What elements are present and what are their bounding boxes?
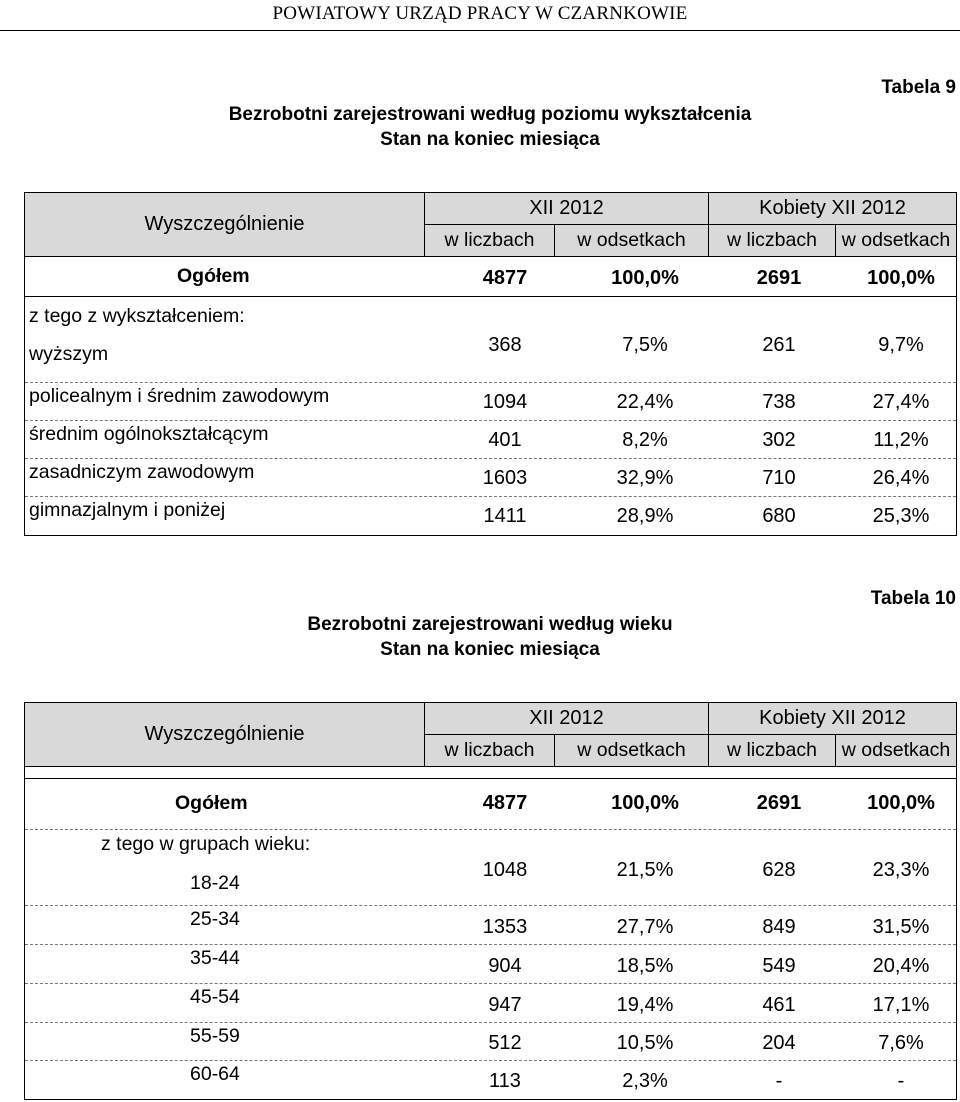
table9-total-row bbox=[25, 257, 956, 297]
table10-cell: 904 bbox=[488, 955, 522, 977]
table10-row-label: 25-34 bbox=[190, 908, 240, 930]
table9-header-item: Wyszczególnienie bbox=[25, 193, 425, 256]
table9-cell: 1411 bbox=[483, 505, 527, 527]
table9-cell: 738 bbox=[762, 391, 796, 413]
table-row bbox=[25, 297, 956, 383]
table10-cell: - bbox=[897, 1070, 905, 1092]
table10-spacer bbox=[25, 767, 956, 779]
table9-cell: 25,3% bbox=[872, 505, 930, 527]
table10-cell: 849 bbox=[762, 916, 796, 938]
table10-cell: 10,5% bbox=[616, 1032, 674, 1054]
table10-header-group2: Kobiety XII 2012 bbox=[709, 703, 956, 735]
table9-header-percent1: w odsetkach bbox=[555, 225, 709, 256]
table10-cell: 549 bbox=[762, 955, 796, 977]
table9-title-line1: Bezrobotni zarejestrowani według poziomu wykształcenia bbox=[228, 104, 752, 125]
table-row bbox=[25, 1061, 956, 1099]
table-row bbox=[25, 906, 956, 945]
table9-cell: 8,2% bbox=[622, 429, 668, 451]
table9-cell: 7,5% bbox=[622, 334, 668, 356]
table10-title-line1: Bezrobotni zarejestrowani według wieku bbox=[307, 614, 673, 635]
table9-total-women-count: 2691 bbox=[756, 267, 802, 289]
table9-cell: 1603 bbox=[482, 467, 528, 489]
table10-row-label: 45-54 bbox=[190, 986, 240, 1008]
table10-cell: - bbox=[775, 1070, 783, 1092]
table10-header bbox=[25, 703, 956, 767]
table10-header-count1: w liczbach bbox=[425, 735, 555, 766]
table9-header-count2: w liczbach bbox=[709, 225, 836, 256]
table10-total-women-percent: 100,0% bbox=[867, 792, 935, 814]
table10-cell: 512 bbox=[488, 1032, 522, 1054]
table9-header-percent2: w odsetkach bbox=[841, 229, 951, 251]
table10-total-count: 4877 bbox=[482, 792, 528, 814]
page-header: POWIATOWY URZĄD PRACY W CZARNKOWIE bbox=[0, 0, 960, 31]
table9-cell: 302 bbox=[762, 429, 796, 451]
table-row bbox=[25, 421, 956, 459]
table10-header-percent1: w odsetkach bbox=[555, 735, 709, 766]
table9-cell: 261 bbox=[762, 334, 796, 356]
table-row bbox=[25, 1023, 956, 1061]
table9-row-label: średnim ogólnokształcącym bbox=[29, 423, 269, 445]
table9-cell: 11,2% bbox=[873, 429, 929, 451]
table10-cell: 2,3% bbox=[622, 1070, 668, 1092]
table10-header-percent2: w odsetkach bbox=[841, 739, 951, 761]
table10-header-count2: w liczbach bbox=[709, 735, 836, 766]
table10-cell: 461 bbox=[762, 994, 796, 1016]
table10-cell: 19,4% bbox=[616, 994, 674, 1016]
table10-cell: 7,6% bbox=[878, 1032, 924, 1054]
table10-row-label: 18-24 bbox=[190, 872, 240, 894]
table9-cell: 28,9% bbox=[616, 505, 674, 527]
table10 bbox=[24, 702, 957, 1100]
table10-cell: 1048 bbox=[482, 859, 528, 881]
table10-total-row bbox=[25, 780, 956, 830]
table9-total-count: 4877 bbox=[482, 267, 528, 289]
table9-total-women-percent: 100,0% bbox=[867, 267, 935, 289]
table10-title-line2: Stan na koniec miesiąca bbox=[380, 639, 600, 660]
table9-cell: 401 bbox=[488, 429, 522, 451]
table10-total-label: Ogółem bbox=[175, 792, 248, 814]
table9-title bbox=[150, 102, 830, 152]
table10-row-label: 55-59 bbox=[190, 1025, 240, 1047]
table10-header-group1: XII 2012 bbox=[425, 703, 709, 735]
table10-cell: 628 bbox=[762, 859, 796, 881]
table10-label: Tabela 10 bbox=[870, 588, 956, 609]
table10-cell: 204 bbox=[762, 1032, 796, 1054]
table10-cell: 31,5% bbox=[872, 916, 930, 938]
table9-row-label: wyższym bbox=[29, 343, 109, 365]
table9-cell: 27,4% bbox=[872, 391, 930, 413]
table9-cell: 680 bbox=[762, 505, 796, 527]
table9-header-count1: w liczbach bbox=[425, 225, 555, 256]
table9-total-percent: 100,0% bbox=[611, 267, 679, 289]
table10-cell: 23,3% bbox=[872, 859, 930, 881]
table10-cell: 947 bbox=[488, 994, 522, 1016]
table9-header-group2: Kobiety XII 2012 bbox=[709, 193, 956, 225]
table9-header bbox=[25, 193, 956, 257]
table-row bbox=[25, 984, 956, 1023]
table9-label: Tabela 9 bbox=[881, 77, 956, 98]
table-row bbox=[25, 830, 956, 906]
table-row bbox=[25, 497, 956, 535]
table9-row-label: gimnazjalnym i poniżej bbox=[29, 499, 226, 521]
table9-cell: 32,9% bbox=[616, 467, 674, 489]
table10-cell: 21,5% bbox=[616, 859, 674, 881]
table10-cell: 113 bbox=[489, 1070, 521, 1092]
table10-total-women-count: 2691 bbox=[756, 792, 802, 814]
table9-group-caption: z tego z wykształceniem: bbox=[29, 305, 245, 327]
table9-cell: 1094 bbox=[482, 391, 528, 413]
table9-row-label: policealnym i średnim zawodowym bbox=[29, 385, 330, 407]
table9-cell: 9,7% bbox=[878, 334, 924, 356]
table9-cell: 22,4% bbox=[616, 391, 674, 413]
table-row bbox=[25, 383, 956, 421]
table9 bbox=[24, 192, 957, 536]
table-row bbox=[25, 945, 956, 984]
table10-cell: 18,5% bbox=[616, 955, 674, 977]
table10-row-label: 35-44 bbox=[190, 947, 240, 969]
table-row bbox=[25, 459, 956, 497]
table9-title-line2: Stan na koniec miesiąca bbox=[380, 129, 600, 150]
table10-total-percent: 100,0% bbox=[611, 792, 679, 814]
table9-row-label: zasadniczym zawodowym bbox=[29, 461, 255, 483]
table10-cell: 27,7% bbox=[616, 916, 674, 938]
table9-cell: 26,4% bbox=[872, 467, 930, 489]
table10-group-caption: z tego w grupach wieku: bbox=[101, 833, 311, 855]
table9-total-label: Ogółem bbox=[177, 265, 250, 287]
table10-cell: 17,1% bbox=[872, 994, 930, 1016]
table10-cell: 20,4% bbox=[872, 955, 930, 977]
table10-title bbox=[180, 612, 800, 662]
table9-header-group1: XII 2012 bbox=[425, 193, 709, 225]
table9-cell: 710 bbox=[762, 467, 796, 489]
table10-header-item: Wyszczególnienie bbox=[25, 703, 425, 766]
table10-row-label: 60-64 bbox=[190, 1063, 240, 1085]
table10-cell: 1353 bbox=[482, 916, 528, 938]
table9-cell: 368 bbox=[488, 334, 522, 356]
